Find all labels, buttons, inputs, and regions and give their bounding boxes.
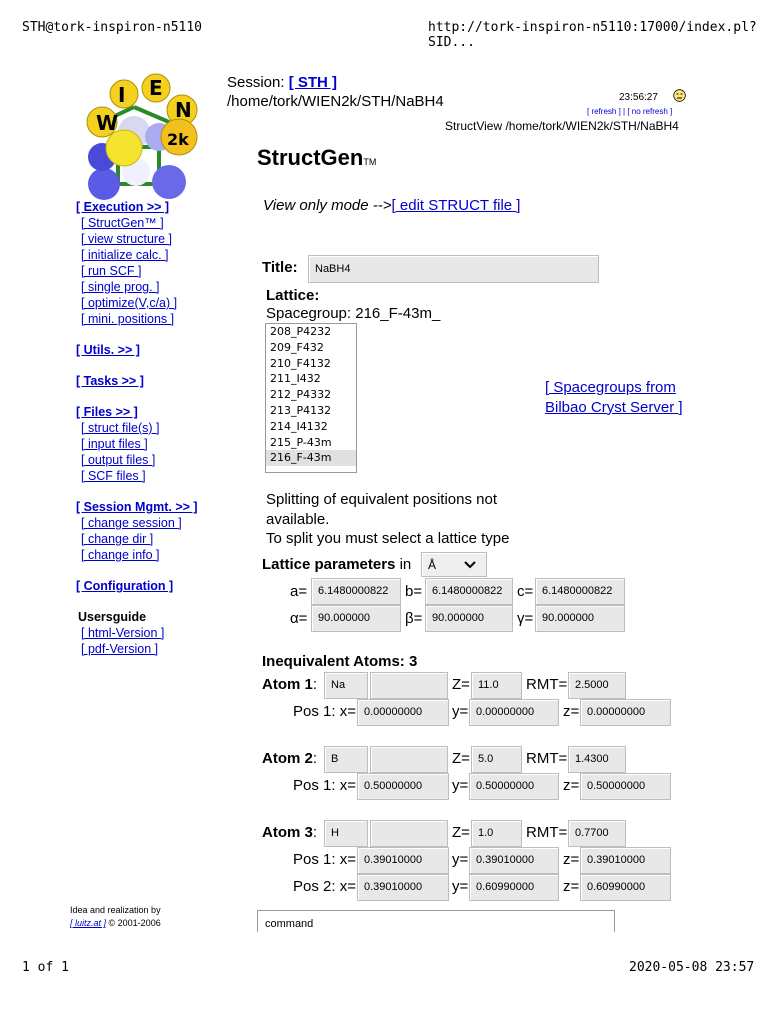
clock-time: 23:56:27	[619, 92, 658, 103]
pos-y-input[interactable]: 0.00000000	[469, 699, 559, 726]
nav-mini-positions[interactable]: [ mini. positions ]	[81, 312, 175, 326]
nav-change-session[interactable]: [ change session ]	[81, 516, 182, 530]
nav-change-dir[interactable]: [ change dir ]	[81, 532, 154, 546]
atom-name-input[interactable]: H	[324, 820, 368, 847]
atom-colon: :	[312, 824, 318, 841]
spacegroup-option[interactable]: 211_I432	[270, 372, 321, 386]
logo-letter-n: N	[175, 98, 192, 122]
spacegroup-option[interactable]: 208_P4232	[270, 325, 332, 338]
logo-letter-w: W	[96, 111, 119, 135]
pos-x-input[interactable]: 0.39010000	[357, 847, 449, 874]
spacegroup-option[interactable]: 215_P-43m	[270, 435, 332, 449]
atom-label	[262, 750, 317, 767]
pos-x-input[interactable]: 0.50000000	[357, 773, 449, 800]
smiley-icon	[673, 89, 686, 102]
atom-3-pos-2-row	[256, 872, 676, 895]
logo-letter-e: E	[149, 76, 163, 100]
atom-rmt-input[interactable]: 2.5000	[568, 672, 626, 699]
nav-run-scf[interactable]: [ run SCF ]	[81, 264, 142, 278]
trademark-mark: TM	[363, 157, 377, 167]
edit-struct-link[interactable]: [ edit STRUCT file ]	[391, 197, 521, 214]
y-label: y=	[452, 851, 469, 868]
pos-x-input[interactable]: 0.00000000	[357, 699, 449, 726]
copyright-text: © 2001-2006	[108, 918, 161, 928]
lattice-params-line	[262, 556, 411, 573]
sidebar-nav	[76, 199, 198, 657]
pos-z-input[interactable]: 0.50000000	[580, 773, 671, 800]
nav-pdf-version[interactable]: [ pdf-Version ]	[81, 642, 159, 656]
session-name-link[interactable]: [ STH ]	[288, 74, 338, 91]
atom-rmt-input[interactable]: 1.4300	[568, 746, 626, 773]
atom-label	[262, 824, 317, 841]
alpha-label: α=	[290, 610, 308, 627]
lattice-gamma-input[interactable]: 90.000000	[535, 605, 625, 632]
y-label: y=	[452, 777, 469, 794]
beta-label: β=	[405, 610, 423, 627]
lattice-a-input[interactable]: 6.1480000822	[311, 578, 401, 605]
view-mode-line	[263, 197, 520, 214]
pos-x-input[interactable]: 0.39010000	[357, 874, 449, 901]
nav-html-version[interactable]: [ html-Version ]	[81, 626, 165, 640]
atom-label	[262, 676, 317, 693]
print-footer-left: 1 of 1	[22, 960, 69, 975]
atom-z-input[interactable]: 11.0	[471, 672, 522, 699]
view-mode-text: View only mode -->	[263, 197, 392, 214]
atom-z-input[interactable]: 1.0	[471, 820, 522, 847]
title-input[interactable]: NaBH4	[308, 255, 599, 283]
lattice-label: Lattice:	[266, 287, 320, 304]
pos-label: Pos 1: x=	[293, 703, 356, 720]
atom-2-label: Atom 2	[262, 750, 313, 767]
pos-label: Pos 2: x=	[293, 878, 356, 895]
atom-name-input[interactable]: Na	[324, 672, 368, 699]
nav-input-files[interactable]: [ input files ]	[81, 437, 148, 451]
page-title	[257, 145, 376, 171]
split-note: Splitting of equivalent positions not available.	[266, 491, 497, 528]
split-note-2: To split you must select a lattice type	[266, 530, 510, 547]
nav-optimize[interactable]: [ optimize(V,c/a) ]	[81, 296, 178, 310]
pos-label: Pos 1: x=	[293, 851, 356, 868]
nav-initialize-calc[interactable]: [ initialize calc. ]	[81, 248, 169, 262]
rmt-label: RMT=	[526, 824, 568, 841]
z-label: Z=	[452, 750, 470, 767]
unit-select[interactable]	[421, 552, 487, 577]
zc-label: z=	[563, 703, 580, 720]
print-footer-right: 2020-05-08 23:57	[629, 960, 755, 975]
spacegroup-option[interactable]: 212_P4332	[270, 388, 332, 402]
nav-change-info[interactable]: [ change info ]	[81, 548, 160, 562]
atom-rmt-input[interactable]: 0.7700	[568, 820, 626, 847]
nav-structgen[interactable]: [ StructGen™ ]	[81, 216, 164, 230]
z-label: Z=	[452, 676, 470, 693]
spacegroup-option[interactable]: 214_I4132	[270, 419, 328, 433]
session-label: Session:	[227, 74, 285, 91]
atom-name-input[interactable]: B	[324, 746, 368, 773]
atom-colon: :	[312, 750, 318, 767]
logo-letter-i: I	[118, 83, 126, 107]
pos-y-input[interactable]: 0.50000000	[469, 773, 559, 800]
lattice-beta-input[interactable]: 90.000000	[425, 605, 513, 632]
spacegroup-option[interactable]: 209_F432	[270, 340, 324, 354]
atom-1-label: Atom 1	[262, 676, 313, 693]
rmt-label: RMT=	[526, 750, 568, 767]
print-header-right: http://tork-inspiron-n5110:17000/index.pl?SID...	[428, 20, 757, 50]
spacegroup-text: Spacegroup: 216_F-43m_	[266, 305, 441, 322]
y-label: y=	[452, 878, 469, 895]
pos-y-input[interactable]: 0.39010000	[469, 847, 559, 874]
rmt-label: RMT=	[526, 676, 568, 693]
lattice-params-label: Lattice parameters	[262, 556, 396, 573]
pos-label: Pos 1: x=	[293, 777, 356, 794]
credit-line-2	[70, 918, 161, 928]
nav-view-structure[interactable]: [ view structure ]	[81, 232, 172, 246]
lattice-params-in: in	[399, 556, 412, 573]
structview-path: StructView /home/tork/WIEN2k/STH/NaBH4	[445, 119, 679, 133]
zc-label: z=	[563, 777, 580, 794]
a-label: a=	[290, 583, 308, 600]
nav-utils[interactable]: [ Utils. >> ]	[76, 343, 140, 357]
pos-z-input[interactable]: 0.39010000	[580, 847, 671, 874]
spacegroup-option[interactable]: 210_F4132	[270, 356, 331, 370]
title-label: Title:	[262, 259, 298, 276]
atoms-header: Inequivalent Atoms: 3	[262, 653, 418, 670]
atom-colon: :	[312, 676, 318, 693]
nav-usersguide: Usersguide	[78, 610, 147, 624]
pos-y-input[interactable]: 0.60990000	[469, 874, 559, 901]
refresh-links[interactable]: [ refresh ] | [ no refresh ]	[587, 107, 673, 116]
nav-execution[interactable]: [ Execution >> ]	[76, 200, 170, 214]
nav-output-files[interactable]: [ output files ]	[81, 453, 156, 467]
chevron-down-icon	[464, 561, 476, 569]
session-line	[227, 74, 337, 91]
atom-extra-input[interactable]	[370, 820, 448, 847]
nav-configuration[interactable]: [ Configuration ]	[76, 579, 174, 593]
nav-scf-files[interactable]: [ SCF files ]	[81, 469, 146, 483]
page-title-text: StructGen	[257, 145, 364, 170]
command-input[interactable]: command	[257, 910, 615, 932]
atom-3-label: Atom 3	[262, 824, 313, 841]
spacegroup-list[interactable]	[265, 323, 357, 473]
gamma-label: γ=	[517, 610, 534, 627]
spacegroup-option[interactable]: 213_P4132	[270, 403, 332, 417]
unit-select-value: Å	[428, 558, 437, 572]
atom-z-input[interactable]: 5.0	[471, 746, 522, 773]
spacegroup-option-selected[interactable]: 216_F-43m	[266, 450, 356, 466]
luitz-link[interactable]: [ luitz.at ]	[70, 918, 107, 928]
bilbao-link[interactable]: [ Spacegroups from Bilbao Cryst Server ]	[545, 379, 683, 416]
nav-struct-files[interactable]: [ struct file(s) ]	[81, 421, 160, 435]
lattice-b-input[interactable]: 6.1480000822	[425, 578, 513, 605]
atom-extra-input[interactable]	[370, 672, 448, 699]
z-label: Z=	[452, 824, 470, 841]
pos-z-input[interactable]: 0.60990000	[580, 874, 671, 901]
c-label: c=	[517, 583, 534, 600]
zc-label: z=	[563, 851, 580, 868]
nav-session-mgmt[interactable]: [ Session Mgmt. >> ]	[76, 500, 198, 514]
print-header-left: STH@tork-inspiron-n5110	[22, 20, 203, 35]
nav-files[interactable]: [ Files >> ]	[76, 405, 138, 419]
atom-extra-input[interactable]	[370, 746, 448, 773]
wien2k-logo[interactable]	[74, 72, 204, 200]
logo-2k: 2k	[167, 130, 189, 149]
session-path: /home/tork/WIEN2k/STH/NaBH4	[227, 93, 444, 110]
zc-label: z=	[563, 878, 580, 895]
b-label: b=	[405, 583, 423, 600]
pos-z-input[interactable]: 0.00000000	[580, 699, 671, 726]
nav-single-prog[interactable]: [ single prog. ]	[81, 280, 160, 294]
credit-line: Idea and realization by	[70, 905, 161, 915]
lattice-alpha-input[interactable]: 90.000000	[311, 605, 401, 632]
nav-tasks[interactable]: [ Tasks >> ]	[76, 374, 144, 388]
y-label: y=	[452, 703, 469, 720]
lattice-c-input[interactable]: 6.1480000822	[535, 578, 625, 605]
